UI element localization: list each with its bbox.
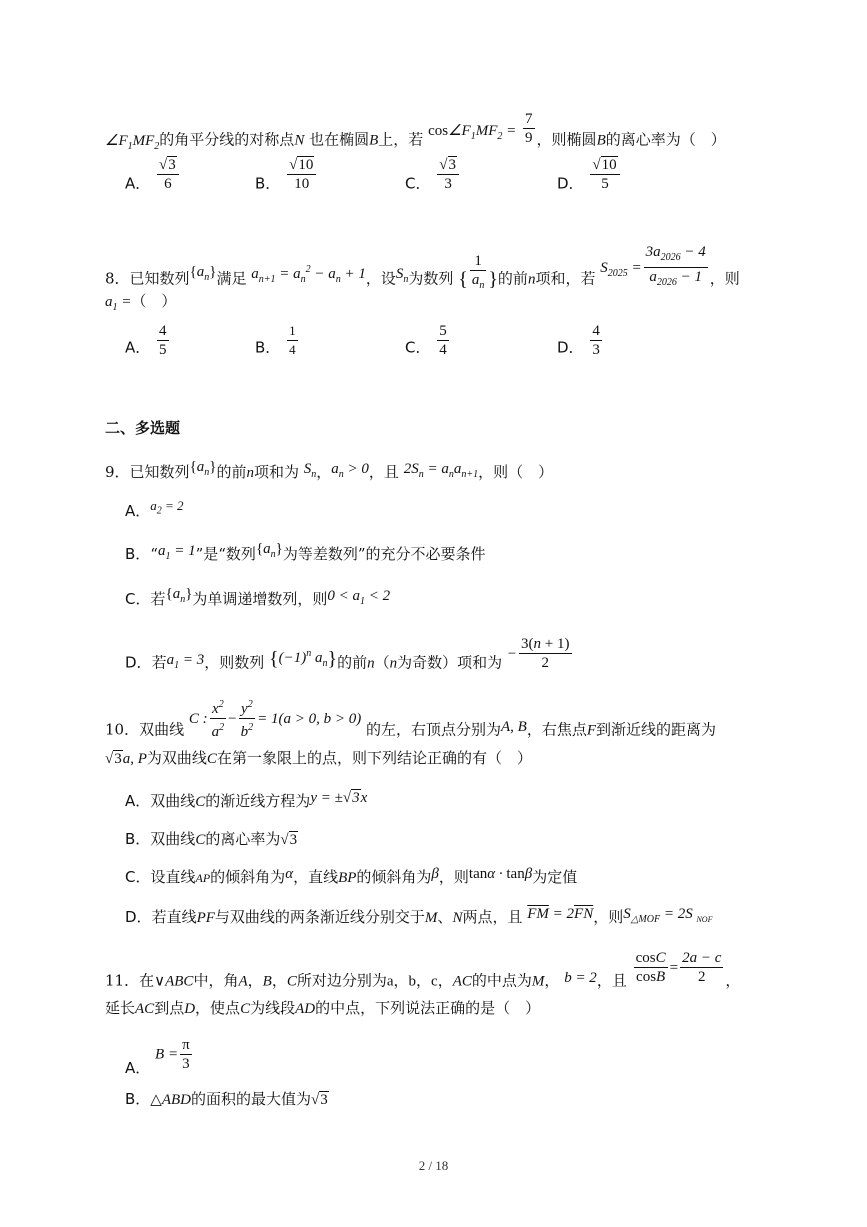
q11-line1: 11．在∨ABC中，角A，B，C所对边分别为a，b，c，AC的中点为M， b = 2，且 $\frac{\cos C}{\cos B}$ = $\frac{2a - c}{2}$ ， (105, 950, 741, 990)
q8-option-b[interactable]: B． $\frac{1}{4}$ (255, 323, 296, 357)
q7-option-c[interactable]: C． $\frac{√3}{3}$ (405, 166, 461, 203)
q11-line2: 延长AC到点D，使点C为线段AD的中点，下列说法正确的是（ ） (105, 999, 541, 1017)
q10-option-d[interactable]: D．若直线PF与双曲线的两条渐近线分别交于M、N两点，且 $\overline{FM} = 2\overline{FN}$，则$S_{\triangle MOF} = 2S$ $_{NOF}$ (125, 906, 713, 926)
q8-line1: 8．已知数列$\{a_n\}$满足 $a_{n+1} = a_n^2 - a_n + 1$，设$S_n$为数列 { $\frac{1}{a_n}$ }的前n项和，若 $S_{2025}$ = $\frac{3a_{2026} - 4}{a_{2026} - 1}$ ，则 (105, 244, 740, 291)
q11-option-a[interactable]: A． B = $\frac{\pi}{3}$ (125, 1037, 190, 1077)
q9-stem: 9．已知数列$\{a_n\}$的前n项和为 $S_n$，$a_n > 0$，且 $2S_n = a_na_{n+1}$，则（ ） (105, 459, 554, 481)
q7-line1: $\angle F_1MF_2$的角平分线的对称点N 也在椭圆B上，若 $\cos\angle F_1MF_2$ = $\frac{7}{9}$ ，则椭圆B的离心率为（ ） (105, 111, 726, 152)
q8-option-c[interactable]: C． $\frac{5}{4}$ (405, 323, 447, 358)
q7-option-d[interactable]: D． $\frac{√10}{5}$ (557, 166, 622, 203)
q10-line1: 10．双曲线 C : $\frac{x^2}{a^2}$ − $\frac{y^2}{b^2}$ = 1(a > 0, b > 0) 的左，右顶点分别为A, B，右焦点F到渐近线的距离为 (105, 708, 716, 753)
q9-option-c[interactable]: C．若$\{a_n\}$为单调递增数列，则$0 < a_1 < 2$ (125, 586, 391, 608)
page-number: 2 / 18 (418, 1158, 449, 1173)
q10-option-b[interactable]: B．双曲线C的离心率为√3 (125, 830, 298, 848)
q10-option-c[interactable]: C．设直线AP的倾斜角为α，直线BP的倾斜角为β，则tanα · tanβ为定值 (125, 866, 578, 886)
section-heading: 二、多选题 (105, 419, 181, 437)
q7-option-b[interactable]: B． $\frac{√10}{10}$ (255, 166, 318, 203)
q8-line2: $a_1$ =（ ） (105, 292, 177, 313)
q9-option-b[interactable]: B．“$a_1 = 1$”是“数列$\{a_n\}$为等差数列”的充分不必要条件 (125, 541, 486, 563)
q11-option-b[interactable]: B．△ABD的面积的最大值为√3 (125, 1090, 328, 1108)
q8-option-a[interactable]: A． $\frac{4}{5}$ (125, 323, 167, 358)
q8-option-d[interactable]: D． $\frac{4}{3}$ (557, 323, 600, 358)
q10-line2: √3a, P为双曲线C在第一象限上的点，则下列结论正确的有（ ） (105, 749, 532, 767)
q9-option-d[interactable]: D．若$a_1 = 3$，则数列 {$(-1)^n$ $a_n$}的前n（n为奇数）项和为 − $\frac{3(n + 1)}{2}$ (125, 636, 570, 672)
q7-option-a[interactable]: A． $\frac{√3}{6}$ (125, 166, 181, 203)
q9-option-a[interactable]: A．$a_2 = 2$ (125, 498, 184, 520)
q10-option-a[interactable]: A．双曲线C的渐近线方程为y = ±√3x (125, 790, 368, 810)
